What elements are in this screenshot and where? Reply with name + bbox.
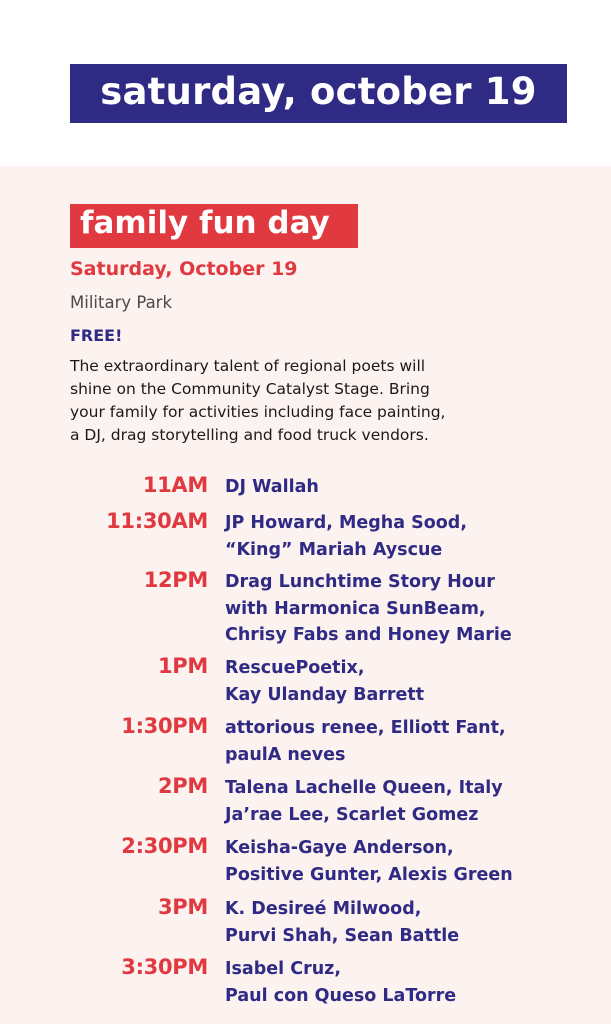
schedule-performers-line: Positive Gunter, Alexis Green — [225, 864, 513, 885]
schedule-performers-line: Drag Lunchtime Story Hour — [225, 572, 495, 592]
date-banner-text: saturday, october 19 — [100, 70, 537, 113]
schedule-performers-line: Purvi Shah, Sean Battle — [225, 925, 460, 946]
schedule-performers-line: RescuePoetix, — [225, 658, 365, 678]
schedule-performers-line: Talena Lachelle Queen, Italy — [225, 778, 503, 798]
date-banner — [70, 64, 567, 123]
schedule-performers — [225, 956, 456, 1009]
schedule-time: 2:30PM — [121, 834, 208, 858]
event-description-line: The extraordinary talent of regional poets will — [70, 357, 426, 375]
schedule-performers — [225, 896, 459, 949]
schedule-performers-line: K. Desireé Milwood, — [225, 899, 422, 919]
schedule-performers-line: with Harmonica SunBeam, — [225, 598, 486, 619]
schedule-performers — [225, 474, 319, 501]
schedule-performers-line: Paul con Queso LaTorre — [225, 985, 457, 1006]
event-location: Military Park — [70, 293, 173, 312]
event-description-line: shine on the Community Catalyst Stage. Bring — [70, 380, 430, 398]
schedule-time: 11:30AM — [106, 509, 208, 533]
event-price: FREE! — [70, 326, 123, 345]
event-description — [70, 355, 530, 447]
schedule-time: 2PM — [157, 774, 208, 798]
schedule-performers-line: JP Howard, Megha Sood, — [225, 513, 467, 533]
schedule-performers-line: “King” Mariah Ayscue — [225, 539, 443, 560]
schedule-performers — [225, 510, 467, 563]
schedule-performers-line: Kay Ulanday Barrett — [225, 684, 425, 705]
event-title-banner — [70, 204, 358, 248]
schedule-performers-line: DJ Wallah — [225, 477, 319, 497]
event-description-line: your family for activities including face painting, — [70, 403, 446, 421]
schedule-performers — [225, 835, 513, 888]
schedule-time: 3PM — [157, 895, 208, 919]
schedule-performers-line: Ja’rae Lee, Scarlet Gomez — [225, 804, 479, 825]
schedule-performers-line: Isabel Cruz, — [225, 959, 341, 979]
event-description-line: a DJ, drag storytelling and food truck vendors. — [70, 426, 429, 444]
schedule-time: 12PM — [143, 568, 208, 592]
schedule-performers-line: Chrisy Fabs and Honey Marie — [225, 625, 512, 645]
event-title: family fun day — [80, 204, 330, 241]
schedule-time: 1:30PM — [121, 714, 208, 738]
schedule-performers — [225, 655, 424, 708]
schedule-time: 3:30PM — [121, 955, 208, 979]
schedule-performers-line: paulA neves — [225, 744, 346, 765]
schedule-performers — [225, 715, 506, 768]
schedule-performers-line: attorious renee, Elliott Fant, — [225, 718, 506, 738]
schedule-performers — [225, 569, 512, 649]
schedule-time: 11AM — [142, 473, 208, 497]
schedule-performers-line: Keisha-Gaye Anderson, — [225, 838, 454, 858]
schedule-performers — [225, 775, 503, 828]
schedule-time: 1PM — [157, 654, 208, 678]
event-date: Saturday, October 19 — [70, 258, 298, 280]
